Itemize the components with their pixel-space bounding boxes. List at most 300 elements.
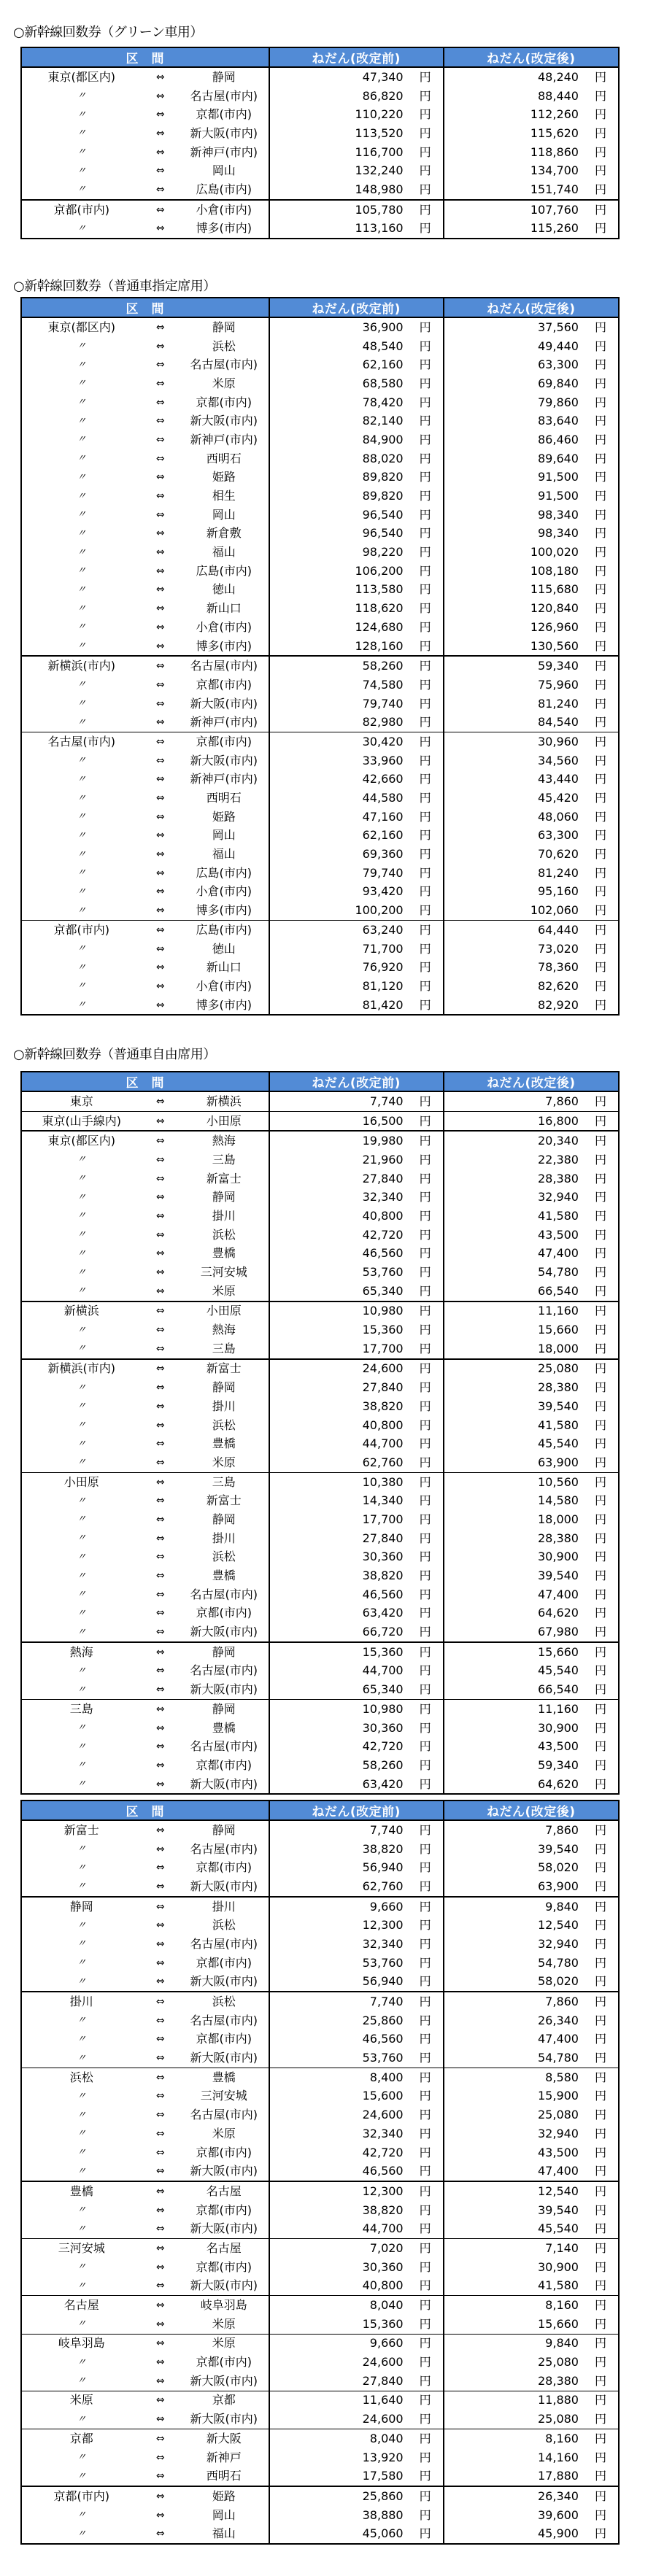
- price-after: [444, 2147, 618, 2159]
- bidirectional-arrow-icon: ⇔: [155, 2280, 165, 2292]
- price-before-value: 116,700: [355, 144, 404, 159]
- yen-unit: 円: [419, 1606, 431, 1620]
- destination-station: 新大阪(市内): [190, 1974, 258, 1989]
- destination-station: 京都(市内): [196, 395, 252, 409]
- table-row: [21, 977, 619, 996]
- bidirectional-arrow-icon: ⇔: [155, 321, 165, 333]
- price-after-value: 11,160: [538, 1304, 579, 1318]
- price-after-value: 63,900: [538, 1879, 579, 1893]
- bidirectional-arrow-icon: ⇔: [155, 1248, 165, 1260]
- bidirectional-arrow-icon: ⇔: [155, 1210, 165, 1222]
- destination-station: 小倉(市内): [196, 978, 252, 993]
- price-after-value: 84,540: [538, 715, 579, 730]
- price-before: [270, 736, 443, 748]
- price-before-value: 25,860: [362, 2488, 404, 2503]
- bidirectional-arrow-icon: ⇔: [155, 546, 165, 559]
- price-before-cell: [269, 637, 444, 657]
- bidirectional-arrow-icon: ⇔: [142, 2524, 180, 2544]
- price-before-value: 62,160: [362, 357, 404, 372]
- yen-unit: 円: [594, 2507, 606, 2522]
- price-before-cell: [269, 2105, 444, 2124]
- origin-station: 〃: [21, 581, 142, 600]
- fare-table-green: [20, 47, 620, 239]
- destination-station: 新大阪(市内): [190, 2373, 258, 2388]
- price-after-value: 28,380: [538, 1531, 579, 1545]
- price-before: [270, 1703, 443, 1715]
- origin-station: 〃: [21, 2201, 142, 2220]
- bidirectional-arrow-icon: ⇔: [155, 1957, 165, 1969]
- price-before-value: 68,580: [362, 376, 404, 390]
- table-row: [21, 2124, 619, 2143]
- price-after: [444, 2109, 618, 2121]
- price-after-cell: [444, 1820, 619, 1840]
- price-after-value: 48,060: [538, 809, 579, 824]
- origin-station: 岐阜羽島: [21, 2334, 142, 2353]
- origin-station: 〃: [21, 2105, 142, 2124]
- price-before: [270, 1266, 443, 1278]
- price-after-value: 98,340: [538, 507, 579, 522]
- yen-unit: 円: [419, 414, 431, 428]
- yen-unit: 円: [419, 1171, 431, 1185]
- price-before-cell: [269, 2068, 444, 2086]
- price-after: [444, 1363, 618, 1374]
- yen-unit: 円: [594, 1757, 606, 1772]
- table-row: [21, 770, 619, 789]
- price-before-value: 38,820: [362, 1399, 404, 1413]
- yen-unit: 円: [594, 2089, 606, 2103]
- price-before-cell: [269, 1775, 444, 1795]
- destination-station: 広島(市内): [196, 563, 252, 578]
- destination-station: 新大阪(市内): [180, 1775, 269, 1795]
- origin-station: 小田原: [21, 1472, 142, 1491]
- yen-unit: 円: [594, 753, 606, 767]
- destination-station: 姫路: [212, 470, 236, 484]
- price-after: [444, 773, 618, 785]
- bidirectional-arrow-icon: ⇔: [155, 565, 165, 577]
- origin-station: 名古屋: [21, 2296, 142, 2315]
- table-row: [21, 2068, 619, 2086]
- price-before: [270, 1457, 443, 1469]
- bidirectional-arrow-icon: ⇔: [155, 1172, 165, 1185]
- price-after: [444, 2528, 618, 2540]
- yen-unit: 円: [594, 601, 606, 616]
- price-after: [444, 2033, 618, 2045]
- origin-station: 〃: [21, 1339, 142, 1359]
- table-row: [21, 1529, 619, 1548]
- price-before-value: 81,120: [362, 978, 404, 993]
- price-before: [270, 792, 443, 804]
- table-row: [21, 2410, 619, 2429]
- bidirectional-arrow-icon: ⇔: [155, 1513, 165, 1525]
- yen-unit: 円: [419, 2259, 431, 2274]
- price-before: [270, 619, 443, 634]
- yen-unit: 円: [419, 2278, 431, 2293]
- destination-station: 静岡: [212, 1512, 236, 1526]
- price-after-value: 91,500: [538, 489, 579, 503]
- origin-station: 〃: [21, 1585, 142, 1604]
- price-before-value: 78,420: [362, 395, 404, 409]
- price-after-value: 15,660: [538, 2316, 579, 2331]
- bidirectional-arrow-icon: ⇔: [155, 508, 165, 521]
- yen-unit: 円: [594, 1936, 606, 1951]
- price-after: [444, 1154, 618, 1166]
- origin-station: 〃: [21, 1207, 142, 1226]
- price-before-cell: [269, 2429, 444, 2448]
- price-before: [270, 999, 443, 1011]
- price-before: [270, 1665, 443, 1676]
- price-after: [444, 736, 618, 748]
- price-before-cell: [269, 599, 444, 618]
- price-after-value: 102,060: [530, 903, 579, 918]
- bidirectional-arrow-icon: ⇔: [155, 1976, 165, 1988]
- yen-unit: 円: [594, 2126, 606, 2140]
- yen-unit: 円: [594, 1995, 606, 2009]
- price-after-cell: [444, 2353, 619, 2372]
- price-before-cell: [269, 1491, 444, 1510]
- table-body: [21, 67, 619, 239]
- price-after-cell: [444, 411, 619, 430]
- price-before: [270, 1757, 443, 1772]
- price-before-value: 42,720: [362, 1227, 404, 1242]
- yen-unit: 円: [594, 715, 606, 730]
- yen-unit: 円: [419, 1094, 431, 1108]
- price-after: [444, 2090, 618, 2102]
- origin-station: 〃: [21, 2124, 142, 2143]
- origin-station: 〃: [21, 393, 142, 412]
- destination-station: 新神戸(市内): [190, 715, 258, 730]
- yen-unit: 円: [419, 997, 431, 1012]
- price-before: [270, 1996, 443, 2008]
- price-before-value: 24,600: [362, 1361, 404, 1376]
- price-before: [270, 2128, 443, 2140]
- price-before: [270, 638, 443, 653]
- price-before: [270, 1551, 443, 1563]
- price-before-cell: [269, 656, 444, 676]
- price-before-value: 9,660: [369, 2336, 404, 2351]
- price-after-value: 25,080: [538, 2108, 579, 2122]
- table-row: [21, 1700, 619, 1719]
- yen-unit: 円: [419, 376, 431, 390]
- destination-station: 名古屋: [180, 2239, 269, 2258]
- header-section: 区 間: [21, 298, 269, 317]
- bidirectional-arrow-icon: ⇔: [142, 732, 180, 751]
- price-after-value: 126,960: [530, 619, 579, 634]
- table-row: [21, 1510, 619, 1529]
- price-before-cell: [269, 449, 444, 468]
- price-after-cell: [444, 618, 619, 637]
- price-after-cell: [444, 1131, 619, 1150]
- origin-station: 〃: [21, 2448, 142, 2467]
- origin-station: 〃: [21, 2506, 142, 2525]
- yen-unit: 円: [419, 182, 431, 196]
- yen-unit: 円: [594, 1227, 606, 1242]
- yen-unit: 円: [594, 545, 606, 560]
- price-before-value: 62,760: [362, 1879, 404, 1893]
- destination-station: 福山: [180, 2524, 269, 2544]
- bidirectional-arrow-icon: ⇔: [155, 1759, 165, 1771]
- price-after: [444, 2356, 618, 2368]
- price-after-value: 39,540: [538, 1399, 579, 1413]
- price-before: [270, 1626, 443, 1638]
- price-after: [444, 1173, 618, 1185]
- price-after-cell: [444, 1150, 619, 1169]
- price-before: [270, 679, 443, 691]
- yen-unit: 円: [419, 107, 431, 122]
- table-row: [21, 449, 619, 468]
- bidirectional-arrow-icon: ⇔: [155, 2318, 165, 2330]
- price-after: [444, 1996, 618, 2008]
- price-after-cell: [444, 2277, 619, 2296]
- price-before: [270, 1417, 443, 1432]
- price-before-value: 82,140: [362, 414, 404, 428]
- yen-unit: 円: [419, 1152, 431, 1167]
- table-row: [21, 487, 619, 506]
- table-row: [21, 1877, 619, 1897]
- price-before-cell: [269, 1397, 444, 1416]
- price-after: [444, 1514, 618, 1525]
- yen-unit: 円: [419, 903, 431, 918]
- price-after-value: 10,560: [538, 1474, 579, 1489]
- price-before-cell: [269, 1245, 444, 1264]
- price-after-value: 54,780: [538, 1265, 579, 1280]
- price-before-cell: [269, 562, 444, 581]
- price-after: [444, 2165, 618, 2177]
- price-after-value: 41,580: [538, 1417, 579, 1432]
- price-after-cell: [444, 506, 619, 525]
- origin-station: 〃: [21, 2315, 142, 2334]
- price-after: [444, 1248, 618, 1259]
- yen-unit: 円: [594, 659, 606, 673]
- price-after-value: 91,500: [538, 470, 579, 484]
- price-before-cell: [269, 1150, 444, 1169]
- price-after-value: 18,000: [538, 1341, 579, 1355]
- bidirectional-arrow-icon: ⇔: [155, 1741, 165, 1753]
- price-after-value: 25,080: [538, 2412, 579, 2426]
- price-before-value: 40,800: [362, 1208, 404, 1223]
- yen-unit: 円: [594, 563, 606, 578]
- price-before: [270, 2337, 443, 2349]
- price-after-cell: [444, 124, 619, 143]
- price-before-value: 9,660: [369, 1899, 404, 1914]
- price-after-value: 34,560: [538, 753, 579, 767]
- price-after-value: 45,540: [538, 1663, 579, 1678]
- table-row: [21, 864, 619, 883]
- table-row: [21, 337, 619, 356]
- price-after: [444, 698, 618, 710]
- yen-unit: 円: [594, 1113, 606, 1128]
- price-after-value: 47,400: [538, 2164, 579, 2178]
- price-before: [270, 125, 443, 140]
- price-before-cell: [269, 808, 444, 827]
- header-row: [21, 1072, 619, 1091]
- price-before-cell: [269, 525, 444, 544]
- price-after-value: 82,620: [538, 978, 579, 993]
- destination-station: 静岡: [212, 69, 236, 84]
- destination-station: 掛川: [180, 1897, 269, 1916]
- destination-station: 新倉敷: [206, 526, 242, 541]
- yen-unit: 円: [594, 2316, 606, 2331]
- bidirectional-arrow-icon: ⇔: [155, 1438, 165, 1450]
- price-before: [270, 2470, 443, 2482]
- price-before-value: 148,980: [355, 182, 404, 196]
- price-before-cell: [269, 543, 444, 562]
- origin-station: 〃: [21, 695, 142, 713]
- price-before-cell: [269, 618, 444, 637]
- price-before: [270, 1722, 443, 1734]
- destination-station: 浜松: [212, 1417, 236, 1432]
- yen-unit: 円: [594, 1644, 606, 1659]
- price-after: [444, 2240, 618, 2255]
- price-after-cell: [444, 2410, 619, 2429]
- yen-unit: 円: [594, 320, 606, 334]
- table-row: [21, 599, 619, 618]
- yen-unit: 円: [419, 526, 431, 541]
- bidirectional-arrow-icon: ⇔: [155, 1095, 165, 1107]
- yen-unit: 円: [594, 1304, 606, 1318]
- origin-station: 〃: [21, 2049, 142, 2068]
- price-after-cell: [444, 67, 619, 87]
- price-after-cell: [444, 374, 619, 393]
- price-before-value: 15,360: [362, 1644, 404, 1659]
- price-after-cell: [444, 161, 619, 180]
- table-row: [21, 1378, 619, 1397]
- yen-unit: 円: [594, 357, 606, 372]
- price-before-value: 46,560: [362, 1246, 404, 1261]
- price-after-value: 39,600: [538, 2507, 579, 2522]
- bidirectional-arrow-icon: ⇔: [155, 716, 165, 729]
- price-after-cell: [444, 1472, 619, 1491]
- price-before: [270, 1495, 443, 1506]
- yen-unit: 円: [419, 582, 431, 597]
- table-row: [21, 901, 619, 920]
- price-after-cell: [444, 1282, 619, 1301]
- price-before-cell: [269, 1954, 444, 1973]
- destination-station: 浜松: [212, 339, 236, 353]
- price-after: [444, 1862, 618, 1873]
- table-row: [21, 1756, 619, 1775]
- price-after-value: 63,300: [538, 828, 579, 843]
- table-row: [21, 2049, 619, 2068]
- yen-unit: 円: [419, 619, 431, 634]
- price-after: [444, 2488, 618, 2503]
- yen-unit: 円: [594, 107, 606, 122]
- table-row: [21, 1282, 619, 1301]
- origin-station: 〃: [21, 2143, 142, 2162]
- yen-unit: 円: [419, 715, 431, 730]
- yen-unit: 円: [419, 638, 431, 653]
- yen-unit: 円: [419, 1625, 431, 1639]
- price-before-value: 40,800: [362, 2278, 404, 2293]
- price-after-value: 41,580: [538, 2278, 579, 2293]
- origin-station: 〃: [21, 1935, 142, 1954]
- price-before-value: 124,680: [355, 619, 404, 634]
- bidirectional-arrow-icon: ⇔: [142, 200, 180, 220]
- price-after: [444, 962, 618, 973]
- price-before-value: 25,860: [362, 2013, 404, 2027]
- price-before-value: 7,740: [369, 1822, 404, 1837]
- price-before-value: 32,340: [362, 2126, 404, 2140]
- price-before-value: 53,760: [362, 1955, 404, 1970]
- price-after-value: 28,380: [538, 1171, 579, 1185]
- yen-unit: 円: [594, 2202, 606, 2217]
- yen-unit: 円: [594, 69, 606, 84]
- yen-unit: 円: [594, 2145, 606, 2159]
- price-before-value: 63,240: [362, 922, 404, 937]
- price-before: [270, 2072, 443, 2084]
- fare-table-unreserved: [20, 1071, 620, 1795]
- price-before-value: 100,200: [355, 903, 404, 918]
- price-after-cell: [444, 1775, 619, 1795]
- price-after-cell: [444, 2219, 619, 2238]
- destination-station: 新神戸(市内): [190, 144, 258, 159]
- header-price-before: ねだん(改定前): [269, 298, 444, 317]
- destination-station: 新大阪(市内): [190, 2164, 258, 2178]
- price-before: [270, 1533, 443, 1544]
- yen-unit: 円: [594, 1531, 606, 1545]
- destination-station: 新神戸(市内): [190, 772, 258, 786]
- price-before: [270, 716, 443, 728]
- price-after-cell: [444, 1548, 619, 1567]
- price-after: [444, 1957, 618, 1969]
- price-after: [444, 527, 618, 539]
- price-before: [270, 1514, 443, 1525]
- price-before: [270, 1096, 443, 1107]
- table-row: [21, 1992, 619, 2011]
- origin-station: 〃: [21, 220, 142, 239]
- price-before: [270, 867, 443, 879]
- yen-unit: 円: [419, 144, 431, 159]
- price-before-cell: [269, 2372, 444, 2391]
- price-after-cell: [444, 1585, 619, 1604]
- price-before-value: 44,700: [362, 2221, 404, 2236]
- origin-station: 浜松: [21, 2068, 142, 2086]
- bidirectional-arrow-icon: ⇔: [142, 2296, 180, 2315]
- price-after: [444, 1210, 618, 1222]
- bidirectional-arrow-icon: ⇔: [155, 90, 165, 102]
- table-row: [21, 543, 619, 562]
- destination-station: 岡山: [212, 2507, 236, 2522]
- price-before-cell: [269, 1820, 444, 1840]
- destination-station: 新大阪(市内): [190, 125, 258, 140]
- price-after-value: 58,020: [538, 1860, 579, 1875]
- price-before-value: 69,360: [362, 847, 404, 862]
- price-before: [270, 2052, 443, 2064]
- price-before-value: 44,700: [362, 1663, 404, 1678]
- bidirectional-arrow-icon: ⇔: [155, 697, 165, 710]
- yen-unit: 円: [594, 2184, 606, 2198]
- destination-station: 広島(市内): [180, 921, 269, 940]
- price-before-cell: [269, 1378, 444, 1397]
- fare-table-reserved: [20, 297, 620, 1016]
- yen-unit: 円: [594, 1380, 606, 1395]
- destination-station: 掛川: [212, 1208, 236, 1223]
- price-after: [444, 341, 618, 352]
- yen-unit: 円: [419, 659, 431, 673]
- price-before-cell: [269, 1916, 444, 1935]
- price-after: [444, 2452, 618, 2464]
- price-before-cell: [269, 1529, 444, 1548]
- price-after-value: 16,800: [538, 1113, 579, 1128]
- price-before-cell: [269, 180, 444, 200]
- price-before: [270, 2186, 443, 2197]
- price-before: [270, 1957, 443, 1969]
- origin-station: 〃: [21, 180, 142, 200]
- yen-unit: 円: [419, 2393, 431, 2407]
- price-before-cell: [269, 921, 444, 940]
- price-after: [444, 1229, 618, 1241]
- price-before-value: 38,820: [362, 1841, 404, 1856]
- table-row: [21, 1954, 619, 1973]
